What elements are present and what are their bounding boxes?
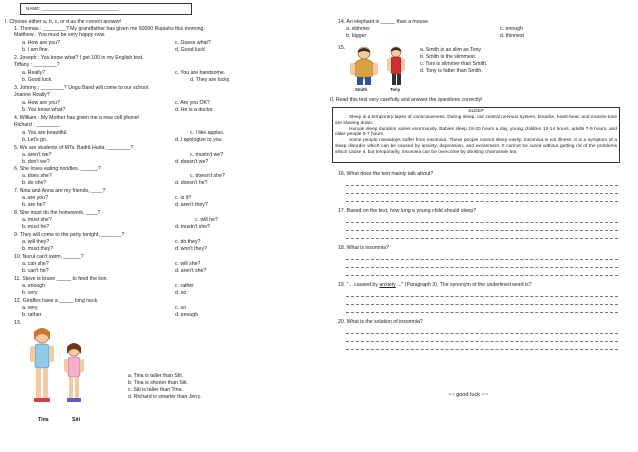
q19-answer-line-1[interactable] — [346, 296, 618, 297]
q20-question: 20. What is the solution of insomnia? — [338, 319, 423, 325]
smith-label: Smith — [355, 87, 368, 92]
q11-option-c[interactable]: c. rather — [175, 283, 195, 289]
q14-option-d[interactable]: d. thinnest — [500, 33, 524, 39]
q16-answer-line-2[interactable] — [346, 193, 618, 194]
q9-option-b[interactable]: b. must they? — [22, 246, 54, 252]
q7-option-a[interactable]: a. are you? — [22, 195, 48, 201]
siti-label: Siti — [72, 417, 81, 423]
q20-answer-line-1[interactable] — [346, 333, 618, 334]
q20-answer-line-2[interactable] — [346, 341, 618, 342]
reading-title: SLEEP — [468, 109, 484, 114]
q6-option-c[interactable]: c. doesn't she? — [190, 173, 225, 179]
q17-answer-line-1[interactable] — [346, 222, 618, 223]
q19-question — [338, 282, 532, 289]
q17-answer-line-3[interactable] — [346, 238, 618, 239]
tony-label: Tony — [390, 87, 401, 92]
tina-siti-illustration — [22, 322, 92, 417]
q9-line1: 9. They will come to the party tonight, _______? — [14, 232, 125, 238]
q19-answer-line-3[interactable] — [346, 312, 618, 313]
siti-figure — [64, 343, 84, 402]
q7-option-d[interactable]: d. aren't they? — [175, 202, 208, 208]
q2-option-b[interactable]: b. Good luck. — [22, 77, 53, 83]
q5-line1: 5. We are students of MTs. Badrit Huda, ________? — [14, 145, 134, 151]
q9-option-c[interactable]: c. do they? — [175, 239, 201, 245]
q13-option-d[interactable]: d. Richard is smarter than Jerry. — [128, 394, 202, 400]
tony-figure — [387, 47, 405, 85]
q13-number: 13. — [14, 320, 22, 326]
q4-option-d[interactable]: d. I apologize to you. — [175, 137, 223, 143]
q8-option-d[interactable]: d. mustn't she? — [175, 224, 211, 230]
q11-option-a[interactable]: a. enough — [22, 283, 46, 289]
q13-option-b[interactable]: b. Tina is shorter than Siti. — [128, 380, 188, 386]
q14-option-a[interactable]: a. slimmer — [346, 26, 370, 32]
smith-figure — [350, 47, 378, 85]
q19-prefix: 19. "... caused by — [338, 282, 380, 288]
q6-option-d[interactable]: d. doesn't he? — [175, 180, 208, 186]
q3-line2: Joanne Really? — [14, 92, 50, 98]
q2-option-c[interactable]: c. You are handsome. — [175, 70, 226, 76]
section1-title: I. Choose either a, b, c, or d as the correct answer! — [5, 19, 122, 25]
q7-option-b[interactable]: b. are he? — [22, 202, 46, 208]
q4-line1: 4. William : My Mother has given me a new cell phone! — [14, 115, 140, 121]
q5-option-a[interactable]: a. aren't we? — [22, 152, 52, 158]
q7-option-c[interactable]: c. is it? — [175, 195, 192, 201]
q10-option-d[interactable]: d. aren't she? — [175, 268, 207, 274]
q1-option-c[interactable]: c. Guess what? — [175, 40, 211, 46]
q8-option-a[interactable]: a. must she? — [22, 217, 52, 223]
q3-option-d[interactable]: d. He is a doctor. — [175, 107, 214, 113]
name-box — [20, 3, 192, 15]
q8-option-c[interactable]: c. will he? — [195, 217, 218, 223]
q12-option-b[interactable]: b. rather — [22, 312, 42, 318]
q6-option-b[interactable]: b. do she? — [22, 180, 47, 186]
q15-option-d[interactable]: d. Tony is fatter than Smith. — [420, 68, 483, 74]
q6-line1: 6. She loves eating noodles, ______? — [14, 166, 101, 172]
q14-option-b[interactable]: b. bigger — [346, 33, 367, 39]
q4-line2: Richard : ________. — [14, 122, 61, 128]
q3-option-b[interactable]: b. You know what? — [22, 107, 66, 113]
q6-option-a[interactable]: a. does she? — [22, 173, 52, 179]
q11-option-d[interactable]: d. so — [175, 290, 187, 296]
q12-option-c[interactable]: c. so — [175, 305, 186, 311]
q19-underlined-word: anxiety — [379, 282, 396, 288]
reading-paragraph-3: Some people nowadays suffer from insomnia. These people cannot sleep easily. Insomnia is not illness. It is a symptom of a sleep disorder which can be caused by anxiety, depression, and excitement. It cannot be cured without getting rid of the problems which cause it. but temporarily, insomnia can be overcome by drinking chamomile tea. — [335, 138, 617, 155]
q3-option-a[interactable]: a. How are you? — [22, 100, 60, 106]
q3-line1: 3. Johnny : ________? Ungu Band will come to our school. — [14, 85, 150, 91]
q2-line1: 2. Joseph : You know what? I get 100 in my English test. — [14, 55, 144, 61]
q4-option-c[interactable]: c. I like apples. — [190, 130, 225, 136]
q2-option-d[interactable]: d. They are lucky. — [190, 77, 231, 83]
q12-option-a[interactable]: a. very — [22, 305, 38, 311]
q5-option-d[interactable]: d. doesn't we? — [175, 159, 209, 165]
tina-label: Tina — [38, 417, 49, 423]
q9-option-a[interactable]: a. will they? — [22, 239, 50, 245]
q1-line1: 1. Thomas : ________? My grandfather has given me 50000 Rupiahs this morning. — [14, 26, 205, 32]
q14-line1: 14. An elephant is _____ than a mouse. — [338, 19, 430, 25]
q18-question: 18. What is insomnia? — [338, 245, 390, 251]
q17-question: 17. Based on the text, how long a young child should sleep? — [338, 208, 477, 214]
q12-option-d[interactable]: d. enough — [175, 312, 199, 318]
q7-line1: 7. Nina and Anna are my friends, ____? — [14, 188, 106, 194]
q9-option-d[interactable]: d. won't they? — [175, 246, 207, 252]
q14-option-c[interactable]: c. enough — [500, 26, 523, 32]
q18-answer-line-3[interactable] — [346, 275, 618, 276]
q1-line2: Matthew : You must be very happy now. — [14, 32, 106, 38]
q10-option-b[interactable]: b. can't he? — [22, 268, 49, 274]
q15-option-a[interactable]: a. Smith is as slim as Tony. — [420, 47, 483, 53]
q16-answer-line-3[interactable] — [346, 201, 618, 202]
q5-option-b[interactable]: b. don't we? — [22, 159, 50, 165]
smith-tony-illustration — [346, 45, 416, 87]
q17-answer-line-2[interactable] — [346, 230, 618, 231]
q11-line1: 11. Steve is brave _____ to feed the lion. — [14, 276, 108, 282]
q1-option-a[interactable]: a. How are you? — [22, 40, 60, 46]
q3-option-c[interactable]: c. Are you OK? — [175, 100, 210, 106]
q19-suffix: ..." (Paragraph 3). The synonym of the underlined word is? — [395, 282, 532, 288]
q10-option-a[interactable]: a. can she? — [22, 261, 49, 267]
q19-answer-line-2[interactable] — [346, 304, 618, 305]
q15-number: 15. — [338, 45, 346, 51]
q8-option-b[interactable]: b. must he? — [22, 224, 50, 230]
name-label: NAME: ______________________________ — [26, 6, 119, 11]
section2-title: II. Read this text very carefully and answer the questions correctly! — [330, 97, 483, 103]
reading-text-box — [332, 107, 620, 163]
q8-line1: 8. She must do the homework, ____? — [14, 210, 101, 216]
q4-option-b[interactable]: b. Let's go. — [22, 137, 48, 143]
q13-option-a[interactable]: a. Tina is taller than Siti. — [128, 373, 184, 379]
q20-answer-line-3[interactable] — [346, 349, 618, 350]
q2-option-a[interactable]: a. Really? — [22, 70, 46, 76]
q10-line1: 10. Nurul can't swim, ______? — [14, 254, 84, 260]
q2-line2: Tiffany : ________? — [14, 62, 60, 68]
closing-text: ~~ good luck ~~ — [448, 392, 489, 398]
q5-option-c[interactable]: c. mustn't we? — [190, 152, 223, 158]
reading-paragraph-2: Human sleep duration varies enormously. Babies sleep 18-20 hours a day, young children 12-14 hours, adults 7-9 hours, and older people 5-7 hours. — [335, 126, 617, 138]
q10-option-c[interactable]: c. will she? — [175, 261, 201, 267]
q15-option-b[interactable]: b. Smith is the slimmest. — [420, 54, 477, 60]
q4-option-a[interactable]: a. You are beautiful. — [22, 130, 68, 136]
q15-option-c[interactable]: c. Toni is slimmer than Smith. — [420, 61, 488, 67]
q1-option-d[interactable]: d. Good luck! — [175, 47, 206, 53]
q12-line1: 12. Giraffes have a _____ long neck. — [14, 298, 99, 304]
q18-answer-line-1[interactable] — [346, 259, 618, 260]
reading-paragraph-1: Sleep is a temporary lapse of consciousness. During sleep, our central nervous system, breathe, heart-beat, and muscle-tone are slowing down. — [335, 114, 617, 126]
tina-figure — [30, 328, 54, 402]
q16-question: 16. What does the text mainly talk about? — [338, 171, 434, 177]
q16-answer-line-1[interactable] — [346, 185, 618, 186]
q18-answer-line-2[interactable] — [346, 267, 618, 268]
q13-option-c[interactable]: c. Siti is taller than Tina. — [128, 387, 183, 393]
q11-option-b[interactable]: b. very — [22, 290, 38, 296]
q1-option-b[interactable]: b. I am fine. — [22, 47, 50, 53]
